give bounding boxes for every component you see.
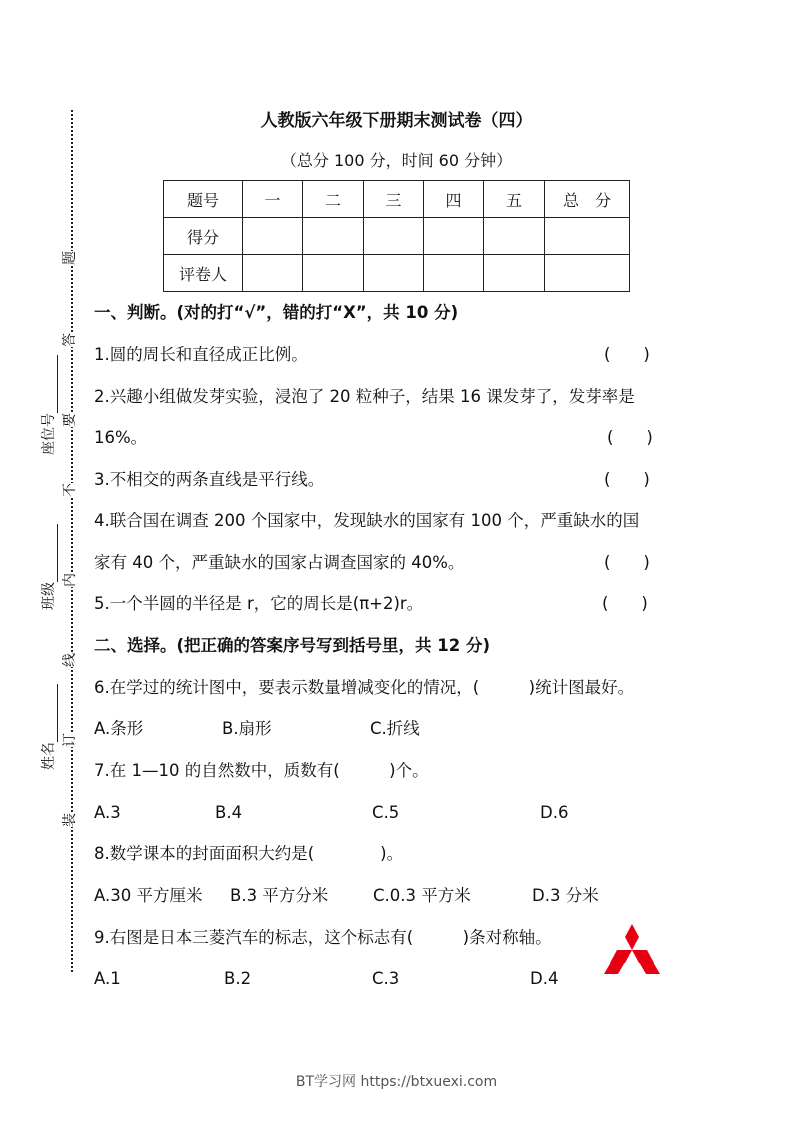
- answer-blank[interactable]: ( ): [604, 345, 650, 364]
- seal-char: 不: [62, 483, 78, 497]
- option: A.1: [94, 969, 121, 988]
- seat-field[interactable]: [38, 355, 58, 455]
- answer-blank[interactable]: ( ): [607, 428, 653, 447]
- seal-char: 内: [62, 573, 78, 587]
- question-4: 4.联合国在调查 200 个国家中，发现缺水的国家有 100 个，严重缺水的国: [94, 511, 640, 530]
- section2-heading: 二、选择。(把正确的答案序号写到括号里，共 12 分): [94, 636, 491, 655]
- section1-heading: 一、判断。(对的打“√”，错的打“X”，共 10 分): [94, 303, 459, 322]
- seal-char: 答: [62, 333, 78, 347]
- seat-label: 座位号: [41, 413, 57, 455]
- name-field[interactable]: [38, 684, 58, 770]
- seal-char: 题: [62, 251, 78, 265]
- page-title: 人教版六年级下册期末测试卷（四）: [260, 111, 533, 131]
- option: C.折线: [370, 719, 420, 738]
- question-2-cont: 16%。: [94, 428, 148, 447]
- question-2: 2.兴趣小组做发芽实验，浸泡了 20 粒种子，结果 16 课发芽了，发芽率是: [94, 387, 635, 406]
- option: C.5: [372, 803, 400, 822]
- answer-blank[interactable]: ( ): [602, 594, 648, 613]
- question-7: 7.在 1—10 的自然数中，质数有( )个。: [94, 761, 429, 780]
- seal-char: 线: [62, 653, 78, 667]
- row-label: 得分: [164, 218, 243, 255]
- header-cell: 总 分: [545, 181, 630, 218]
- header-cell: 二: [303, 181, 364, 218]
- answer-blank[interactable]: ( ): [604, 470, 650, 489]
- question-8: 8.数学课本的封面面积大约是( )。: [94, 844, 404, 863]
- score-table: [163, 180, 630, 292]
- binding-dotted-line: [71, 110, 73, 972]
- question-1: 1.圆的周长和直径成正比例。: [94, 345, 308, 364]
- question-3: 3.不相交的两条直线是平行线。: [94, 470, 325, 489]
- option: C.0.3 平方米: [373, 886, 471, 905]
- subtitle: （总分 100 分，时间 60 分钟）: [280, 151, 513, 170]
- footer-watermark: BT学习网 https://btxuexi.com: [295, 1074, 498, 1090]
- option: B.3 平方分米: [230, 886, 329, 905]
- question-5: 5.一个半圆的半径是 r，它的周长是(π+2)r。: [94, 594, 424, 613]
- option: B.扇形: [222, 719, 272, 738]
- header-cell: 题号: [164, 181, 243, 218]
- option: D.6: [540, 803, 569, 822]
- option: D.4: [530, 969, 559, 988]
- header-cell: 五: [484, 181, 545, 218]
- option: A.3: [94, 803, 121, 822]
- answer-blank[interactable]: ( ): [604, 553, 650, 572]
- mitsubishi-logo-icon: [602, 924, 662, 976]
- seal-char: 订: [62, 733, 78, 747]
- option: C.3: [372, 969, 400, 988]
- class-field[interactable]: [38, 524, 58, 610]
- option: A.条形: [94, 719, 144, 738]
- seal-char: 装: [62, 813, 78, 827]
- question-4-cont: 家有 40 个，严重缺水的国家占调查国家的 40%。: [94, 553, 465, 572]
- question-6: 6.在学过的统计图中，要表示数量增减变化的情况，( )统计图最好。: [94, 678, 635, 697]
- header-cell: 四: [424, 181, 484, 218]
- option: B.4: [215, 803, 243, 822]
- row-label: 评卷人: [164, 255, 243, 292]
- header-cell: 三: [364, 181, 424, 218]
- seal-char: 要: [62, 413, 78, 427]
- header-cell: 一: [243, 181, 303, 218]
- option: B.2: [224, 969, 252, 988]
- option: D.3 分米: [532, 886, 599, 905]
- class-label: 班级: [41, 582, 57, 610]
- option: A.30 平方厘米: [94, 886, 203, 905]
- question-9: 9.右图是日本三菱汽车的标志，这个标志有( )条对称轴。: [94, 928, 552, 947]
- name-label: 姓名: [41, 742, 57, 770]
